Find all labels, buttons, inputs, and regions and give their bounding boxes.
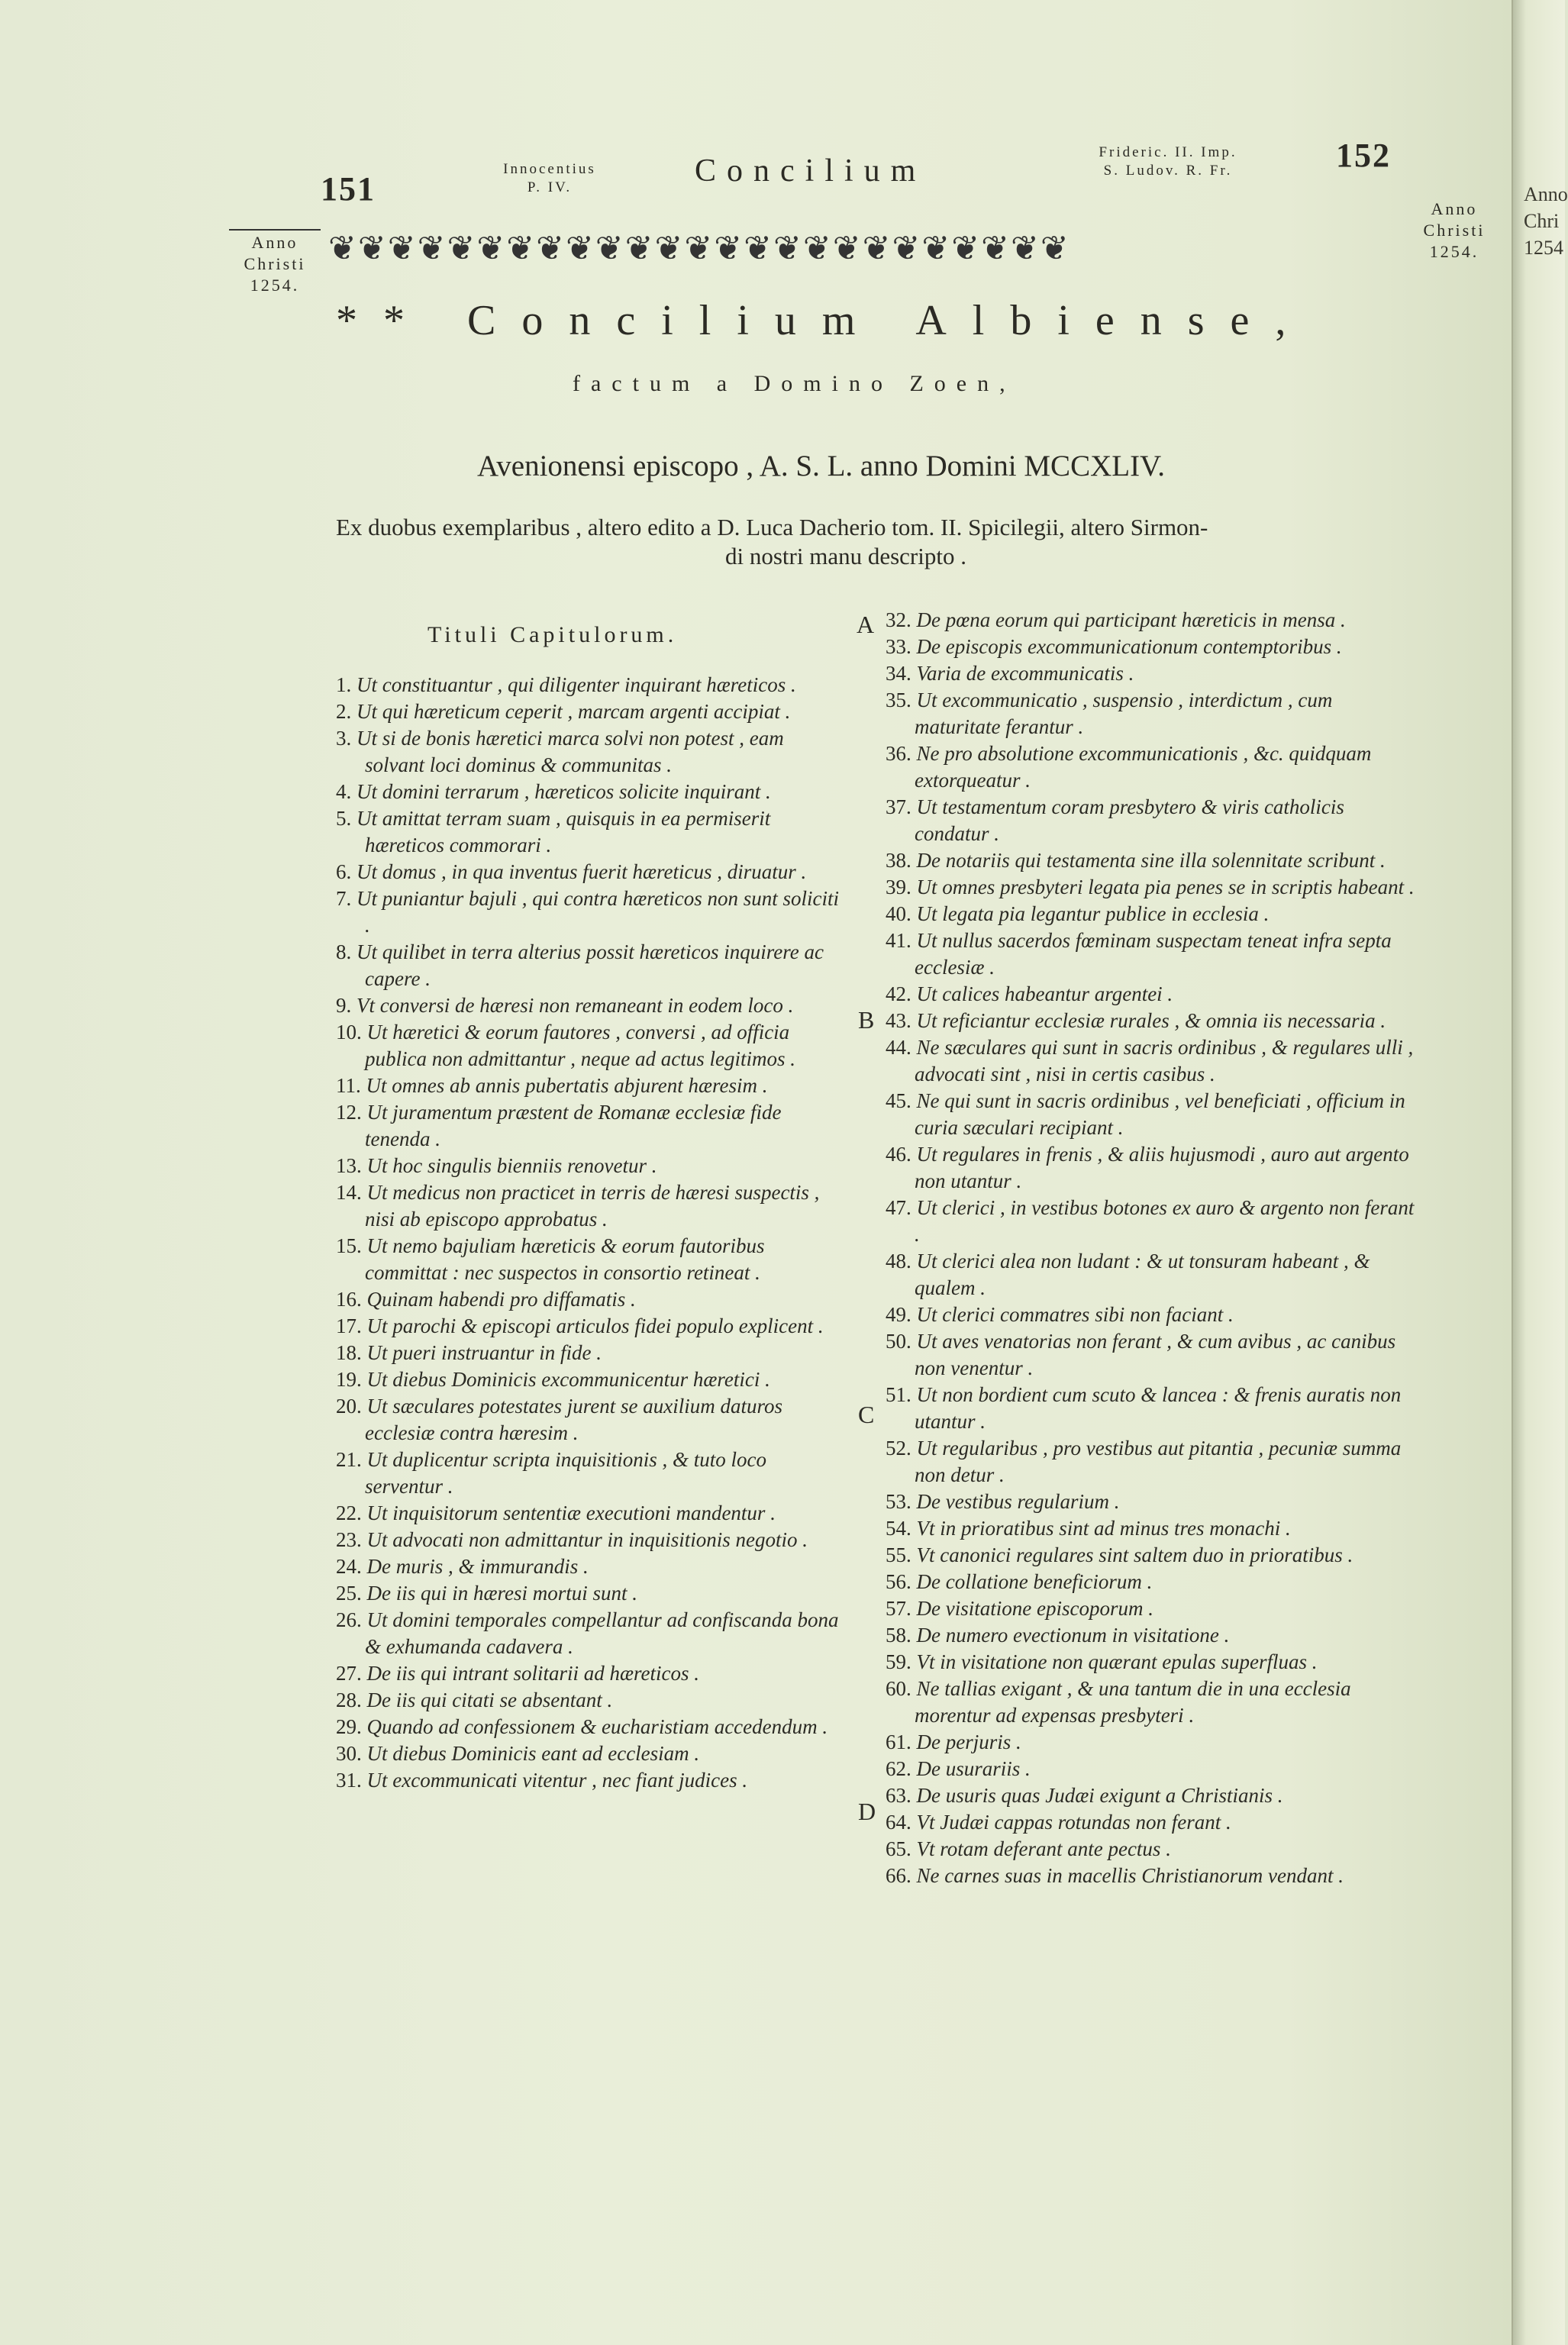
chapter-entry <box>886 1782 1420 1809</box>
chapter-text: De numero evectionum in visitatione . <box>916 1624 1230 1647</box>
source-note-line2: di nostri manu descripto . <box>725 543 966 569</box>
chapter-number: 17. <box>336 1314 362 1337</box>
chapter-text: Vt in prioratibus sint ad minus tres monachi . <box>916 1517 1291 1540</box>
chapter-number: 65. <box>886 1837 911 1860</box>
chapter-text: Ut medicus non practicet in terris de hæresi suspectis , nisi ab episcopo approbatus . <box>365 1181 820 1231</box>
chapter-number: 15. <box>336 1234 362 1257</box>
chapter-text: De iis qui in hæresi mortui sunt . <box>366 1582 638 1605</box>
chapter-text: Ut hoc singulis bienniis renovetur . <box>366 1154 657 1177</box>
chapter-entry <box>886 1034 1420 1088</box>
chapter-entry <box>336 1527 847 1553</box>
chapter-text: Ne qui sunt in sacris ordinibus , vel beneficiati , officium in curia sæculari recipiant . <box>915 1089 1405 1139</box>
chapter-text: Ut advocati non admittantur in inquisitionis negotio . <box>366 1528 808 1551</box>
chapter-number: 39. <box>886 876 911 898</box>
chapter-text: Ut amittat terram suam , quisquis in ea permiserit hæreticos commorari . <box>357 807 771 856</box>
chapter-text: Ut sæculares potestates jurent se auxilium daturos ecclesiæ contra hæresim . <box>365 1395 782 1444</box>
chapter-number: 7. <box>336 887 352 910</box>
chapter-number: 26. <box>336 1608 362 1631</box>
chapter-entry <box>336 779 847 805</box>
chapter-entry <box>886 1756 1420 1782</box>
chapter-entry <box>886 874 1420 901</box>
chapter-text: Ut regularibus , pro vestibus aut pitantia , pecuniæ summa non detur . <box>915 1437 1402 1486</box>
chapter-number: 64. <box>886 1811 911 1834</box>
chapter-text: Ut nullus sacerdos fœminam suspectam teneat infra septa ecclesiæ . <box>915 929 1392 979</box>
chapter-text: Ut legata pia legantur publice in ecclesia . <box>916 902 1270 925</box>
chapter-text: Ut excommunicati vitentur , nec fiant judices . <box>366 1769 748 1792</box>
chapter-entry <box>886 1141 1420 1195</box>
chapter-number: 34. <box>886 662 911 685</box>
chapter-entry <box>336 1340 847 1366</box>
chapter-text: De pœna eorum qui participant hæreticis in mensa . <box>916 608 1346 631</box>
chapter-entry <box>336 1687 847 1714</box>
chapter-number: 21. <box>336 1448 362 1471</box>
council-subtitle: factum a Domino Zoen, <box>573 371 1016 396</box>
chapter-number: 36. <box>886 742 911 765</box>
chapter-number: 52. <box>886 1437 911 1460</box>
chapter-text: Ut pueri instruantur in fide . <box>366 1341 602 1364</box>
chapter-entry <box>886 1542 1420 1569</box>
chapter-entry <box>886 1489 1420 1515</box>
chapter-number: 25. <box>336 1582 362 1605</box>
chapter-entry <box>336 992 847 1019</box>
chapter-text: De muris , & immurandis . <box>366 1555 589 1578</box>
chapter-number: 13. <box>336 1154 362 1177</box>
chapter-text: Ne pro absolutione excommunicationis , &c. quidquam extorqueatur . <box>915 742 1372 792</box>
chapter-entry <box>336 672 847 698</box>
chapter-number: 46. <box>886 1143 911 1166</box>
running-head-rulers <box>1069 144 1267 180</box>
chapter-entry <box>336 1286 847 1313</box>
council-title: ** Concilium Albiense, <box>336 297 1312 344</box>
ornament-border: ❦❦❦❦❦❦❦❦❦❦❦❦❦❦❦❦❦❦❦❦❦❦❦❦❦ <box>328 230 1070 267</box>
chapter-entry <box>336 1153 847 1179</box>
chapter-entry <box>336 1767 847 1794</box>
chapter-text: Ut clerici , in vestibus botones ex auro & argento non ferant . <box>915 1196 1415 1246</box>
chapter-number: 54. <box>886 1517 911 1540</box>
chapter-number: 53. <box>886 1490 911 1513</box>
chapter-number: 24. <box>336 1555 362 1578</box>
margin-marker-d: D <box>858 1798 876 1825</box>
chapter-number: 14. <box>336 1181 362 1204</box>
chapter-entry <box>336 1019 847 1073</box>
chapter-entry <box>336 805 847 859</box>
chapter-text: Ne tallias exigant , & una tantum die in una ecclesia morentur ad expensas presbyteri . <box>915 1677 1351 1727</box>
chapter-text: Ut reficiantur ecclesiæ rurales , & omnia iis necessaria . <box>916 1009 1386 1032</box>
chapter-entry <box>336 1233 847 1286</box>
right-column-list <box>886 607 1420 1889</box>
chapter-text: Ut omnes presbyteri legata pia penes se in scriptis habeant . <box>916 876 1415 898</box>
chapter-number: 12. <box>336 1101 362 1124</box>
chapter-number: 51. <box>886 1383 911 1406</box>
chapter-number: 41. <box>886 929 911 952</box>
chapter-text: De usurariis . <box>916 1757 1031 1780</box>
chapter-entry <box>886 660 1420 687</box>
chapter-number: 42. <box>886 982 911 1005</box>
chapter-number: 61. <box>886 1731 911 1753</box>
chapter-number: 49. <box>886 1303 911 1326</box>
chapter-entry <box>336 1447 847 1500</box>
chapter-entry <box>336 1073 847 1099</box>
chapter-text: Ut juramentum præstent de Romanæ ecclesiæ fide tenenda . <box>365 1101 782 1150</box>
chapter-number: 44. <box>886 1036 911 1059</box>
chapter-entry <box>886 1676 1420 1729</box>
chapter-text: Ut omnes ab annis pubertatis abjurent hæresim . <box>366 1074 768 1097</box>
pope-number: P. IV. <box>527 179 573 195</box>
chapter-number: 38. <box>886 849 911 872</box>
chapter-text: Quando ad confessionem & eucharistiam accedendum . <box>366 1715 828 1738</box>
chapter-number: 9. <box>336 994 352 1017</box>
chapter-number: 45. <box>886 1089 911 1112</box>
chapter-entry <box>886 634 1420 660</box>
chapter-entry <box>336 725 847 779</box>
chapter-entry <box>886 1515 1420 1542</box>
chapter-entry <box>336 1660 847 1687</box>
chapter-entry <box>886 1622 1420 1649</box>
left-column-list <box>336 672 847 1794</box>
chapter-number: 35. <box>886 689 911 711</box>
chapter-entry <box>886 901 1420 927</box>
chapter-entry <box>336 1366 847 1393</box>
chapter-text: De iis qui citati se absentant . <box>366 1689 613 1711</box>
chapter-entry <box>886 1382 1420 1435</box>
chapter-number: 58. <box>886 1624 911 1647</box>
chapter-entry <box>886 740 1420 794</box>
chapter-entry <box>886 847 1420 874</box>
gutter-anno: Anno <box>1524 183 1568 205</box>
chapter-number: 55. <box>886 1543 911 1566</box>
chapter-entry <box>336 698 847 725</box>
chapter-number: 3. <box>336 727 352 750</box>
chapter-number: 50. <box>886 1330 911 1353</box>
chapter-text: Ut non bordient cum scuto & lancea : & frenis auratis non utantur . <box>915 1383 1402 1433</box>
source-note <box>336 513 1405 571</box>
chapter-entry <box>336 885 847 939</box>
chapter-number: 56. <box>886 1570 911 1593</box>
chapter-number: 16. <box>336 1288 362 1311</box>
chapter-number: 5. <box>336 807 352 830</box>
chapter-entry <box>336 1313 847 1340</box>
chapter-text: Varia de excommunicatis . <box>916 662 1134 685</box>
chapter-text: Ut testamentum coram presbytero & viris catholicis condatur . <box>915 795 1344 845</box>
chapter-number: 60. <box>886 1677 911 1700</box>
chapter-entry <box>886 1008 1420 1034</box>
chapter-text: Ut regulares in frenis , & aliis hujusmodi , auro aut argento non utantur . <box>915 1143 1409 1192</box>
chapter-number: 30. <box>336 1742 362 1765</box>
chapter-entry <box>886 794 1420 847</box>
council-bishop-line: Avenionensi episcopo , A. S. L. anno Domini MCCXLIV. <box>477 450 1165 482</box>
chapter-entry <box>336 1500 847 1527</box>
chapter-entry <box>886 1863 1420 1889</box>
chapter-entry <box>886 1836 1420 1863</box>
chapter-number: 47. <box>886 1196 911 1219</box>
chapter-number: 31. <box>336 1769 362 1792</box>
chapter-number: 43. <box>886 1009 911 1032</box>
chapter-number: 1. <box>336 673 352 696</box>
pope-name: Innocentius <box>503 161 596 177</box>
chapter-entry <box>336 1607 847 1660</box>
chapter-entry <box>336 1553 847 1580</box>
chapter-entry <box>336 1099 847 1153</box>
chapter-entry <box>886 1809 1420 1836</box>
chapter-entry <box>886 927 1420 981</box>
chapter-number: 62. <box>886 1757 911 1780</box>
chapter-number: 29. <box>336 1715 362 1738</box>
running-head-pope <box>469 160 630 197</box>
chapter-number: 63. <box>886 1784 911 1807</box>
chapter-number: 6. <box>336 860 352 883</box>
chapter-text: Ut si de bonis hæretici marca solvi non potest , eam solvant loci dominus & communitas . <box>357 727 784 776</box>
chapter-entry <box>336 1740 847 1767</box>
chapter-number: 28. <box>336 1689 362 1711</box>
chapter-entry <box>336 859 847 885</box>
running-title: Concilium <box>695 153 927 189</box>
chapter-number: 22. <box>336 1502 362 1524</box>
chapter-text: Ut clerici commatres sibi non faciant . <box>916 1303 1234 1326</box>
chapter-text: Ne carnes suas in macellis Christianorum vendant . <box>916 1864 1344 1887</box>
chapter-entry <box>886 1302 1420 1328</box>
chapter-text: Vt Judæi cappas rotundas non ferant . <box>916 1811 1231 1834</box>
chapter-text: Ut domini temporales compellantur ad confiscanda bona & exhumanda cadavera . <box>365 1608 839 1658</box>
anno-right-christi: Christi <box>1423 221 1486 240</box>
chapter-number: 40. <box>886 902 911 925</box>
adjacent-page-edge <box>1512 0 1568 2345</box>
emperor-name: Frideric. II. Imp. <box>1099 144 1237 160</box>
chapter-entry <box>336 1393 847 1447</box>
chapter-text: Ut excommunicatio , suspensio , interdictum , cum maturitate ferantur . <box>915 689 1333 738</box>
chapter-entry <box>336 939 847 992</box>
chapter-entry <box>886 1729 1420 1756</box>
page-number-left: 151 <box>321 170 376 208</box>
chapter-entry <box>886 1328 1420 1382</box>
chapter-text: De visitatione episcoporum . <box>916 1597 1153 1620</box>
anno-left-year: 1254. <box>250 276 300 295</box>
chapter-entry <box>886 607 1420 634</box>
chapter-entry <box>886 1195 1420 1248</box>
chapter-text: De episcopis excommunicationum contemptoribus . <box>916 635 1342 658</box>
chapter-number: 10. <box>336 1021 362 1043</box>
anno-right-year: 1254. <box>1429 242 1479 261</box>
chapter-text: De perjuris . <box>916 1731 1021 1753</box>
chapter-number: 57. <box>886 1597 911 1620</box>
chapter-entry <box>886 1595 1420 1622</box>
chapter-entry <box>336 1580 847 1607</box>
gutter-christi: Chri <box>1524 210 1560 232</box>
margin-marker-b: B <box>858 1006 875 1034</box>
chapter-number: 32. <box>886 608 911 631</box>
chapter-number: 2. <box>336 700 352 723</box>
king-name: S. Ludov. R. Fr. <box>1103 163 1233 179</box>
chapter-text: Ut nemo bajuliam hæreticis & eorum fautoribus committat : nec suspectos in consortio retineat . <box>365 1234 765 1284</box>
chapter-entry <box>886 1248 1420 1302</box>
chapter-text: Vt conversi de hæresi non remaneant in eodem loco . <box>357 994 794 1017</box>
chapter-text: Ut aves venatorias non ferant , & cum avibus , ac canibus non venentur . <box>915 1330 1396 1379</box>
anno-christi-right <box>1405 198 1504 263</box>
chapter-text: Ut qui hæreticum ceperit , marcam argenti accipiat . <box>357 700 791 723</box>
margin-marker-c: C <box>858 1401 875 1428</box>
chapter-text: Ut puniantur bajuli , qui contra hæreticos non sunt soliciti . <box>357 887 840 937</box>
chapter-text: Ut domini terrarum , hæreticos solicite inquirant . <box>357 780 771 803</box>
page-number-right: 152 <box>1336 137 1391 174</box>
chapter-number: 48. <box>886 1250 911 1272</box>
chapter-titles-heading: Tituli Capitulorum. <box>427 622 678 647</box>
chapter-entry <box>886 1649 1420 1676</box>
gutter-year: 1254 <box>1524 237 1563 259</box>
chapter-text: Ut duplicentur scripta inquisitionis , & tuto loco serventur . <box>365 1448 766 1498</box>
chapter-text: Ut diebus Dominicis eant ad ecclesiam . <box>366 1742 700 1765</box>
chapter-number: 59. <box>886 1650 911 1673</box>
chapter-number: 4. <box>336 780 352 803</box>
anno-left-word: Anno <box>229 229 321 253</box>
chapter-text: Ut domus , in qua inventus fuerit hæreticus , diruatur . <box>357 860 807 883</box>
source-note-line1: Ex duobus exemplaribus , altero edito a D. Luca Dacherio tom. II. Spicilegii, altero Sirmon- <box>336 514 1208 540</box>
chapter-text: Vt in visitatione non quærant epulas superfluas . <box>916 1650 1318 1673</box>
chapter-entry <box>886 1569 1420 1595</box>
chapter-entry <box>336 1179 847 1233</box>
chapter-number: 33. <box>886 635 911 658</box>
chapter-text: De collatione beneficiorum . <box>916 1570 1153 1593</box>
chapter-text: Ut inquisitorum sententiæ executioni mandentur . <box>366 1502 776 1524</box>
chapter-number: 23. <box>336 1528 362 1551</box>
chapter-text: Ut calices habeantur argentei . <box>916 982 1173 1005</box>
chapter-number: 8. <box>336 940 352 963</box>
chapter-text: Ut constituantur , qui diligenter inquirant hæreticos . <box>357 673 796 696</box>
chapter-text: Ut quilibet in terra alterius possit hæreticos inquirere ac capere . <box>357 940 824 990</box>
anno-right-word: Anno <box>1431 199 1478 218</box>
chapter-text: Ut clerici alea non ludant : & ut tonsuram habeant , & qualem . <box>915 1250 1370 1299</box>
chapter-number: 18. <box>336 1341 362 1364</box>
chapter-text: De iis qui intrant solitarii ad hæreticos . <box>366 1662 700 1685</box>
chapter-text: De usuris quas Judæi exigunt a Christianis . <box>916 1784 1283 1807</box>
chapter-number: 19. <box>336 1368 362 1391</box>
chapter-text: Ut parochi & episcopi articulos fidei populo explicent . <box>366 1314 824 1337</box>
anno-christi-left <box>229 229 321 296</box>
chapter-number: 27. <box>336 1662 362 1685</box>
chapter-number: 20. <box>336 1395 362 1418</box>
chapter-entry <box>886 1435 1420 1489</box>
chapter-entry <box>336 1714 847 1740</box>
chapter-number: 66. <box>886 1864 911 1887</box>
chapter-text: Ut diebus Dominicis excommunicentur hæretici . <box>366 1368 770 1391</box>
chapter-text: Quinam habendi pro diffamatis . <box>366 1288 636 1311</box>
chapter-entry <box>886 981 1420 1008</box>
chapter-text: Vt canonici regulares sint saltem duo in prioratibus . <box>916 1543 1353 1566</box>
chapter-text: De notariis qui testamenta sine illa solennitate scribunt . <box>916 849 1386 872</box>
chapter-text: Ut hæretici & eorum fautores , conversi , ad officia publica non admittantur , neque ad actus legitimos . <box>365 1021 795 1070</box>
chapter-entry <box>886 1088 1420 1141</box>
anno-left-christi: Christi <box>244 254 306 273</box>
chapter-number: 11. <box>336 1074 361 1097</box>
chapter-text: Ne sæculares qui sunt in sacris ordinibus , & regulares ulli , advocati sint , nisi in certis casibus . <box>915 1036 1414 1085</box>
chapter-entry <box>886 687 1420 740</box>
chapter-text: Vt rotam deferant ante pectus . <box>916 1837 1171 1860</box>
margin-marker-a: A <box>857 611 875 638</box>
chapter-text: De vestibus regularium . <box>916 1490 1120 1513</box>
chapter-number: 37. <box>886 795 911 818</box>
